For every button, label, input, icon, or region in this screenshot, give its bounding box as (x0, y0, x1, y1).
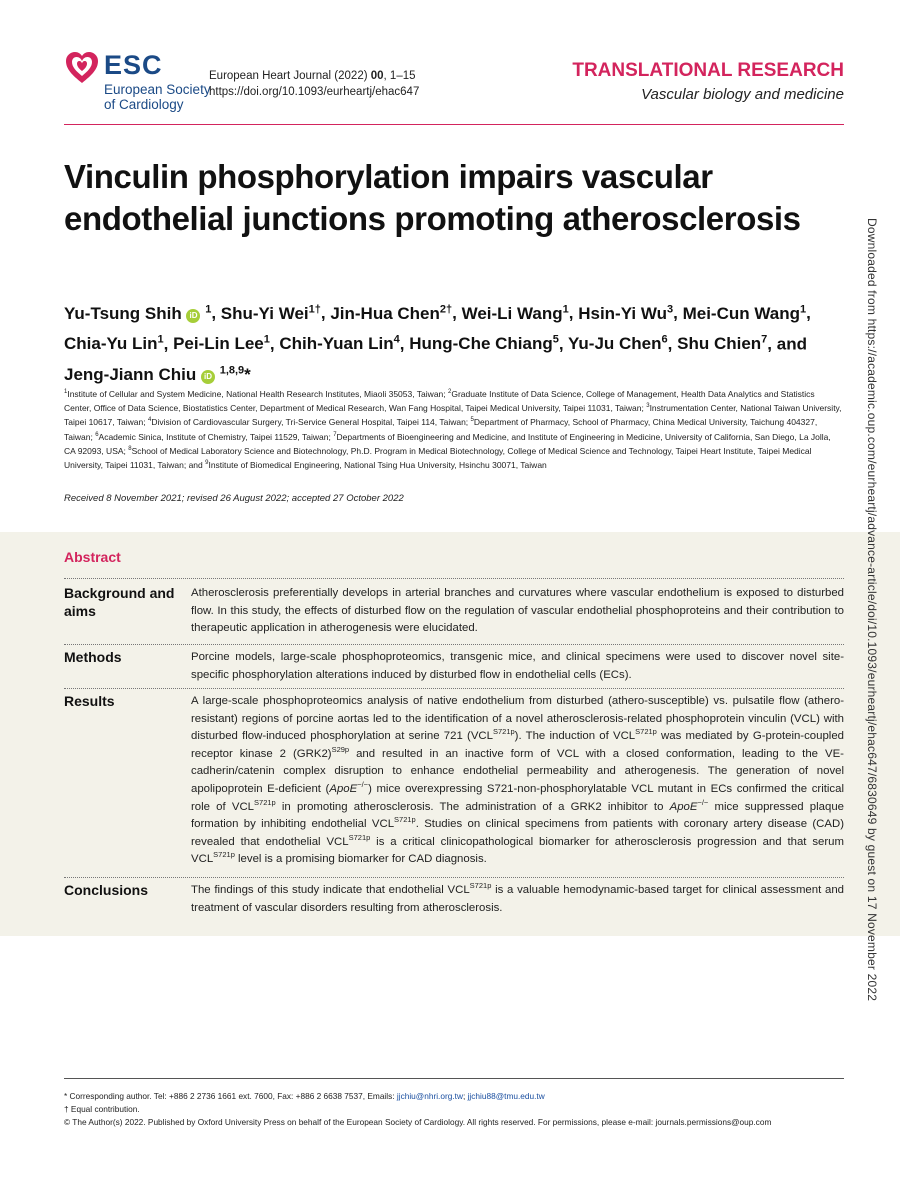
superscript: −/− (697, 797, 709, 807)
journal-volume: 00 (370, 70, 384, 82)
logo-esc-text: ESC (104, 50, 163, 80)
author-name: Wei-Li Wang (461, 303, 563, 323)
affiliation-text: Department of Pharmacy, School of Pharmacy, China Medical University, Taichung 404327, Taiwan; (64, 417, 818, 442)
superscript: S721p (213, 850, 235, 860)
author-affiliation-marker: 4 (393, 333, 400, 346)
author (578, 304, 673, 323)
text-run: The findings of this study indicate that endothelial VCL (191, 884, 470, 896)
affiliation-text: Academic Sinica, Institute of Chemistry, Taipei 11529, Taiwan; (98, 431, 334, 442)
esc-logo[interactable] (64, 46, 214, 116)
section-heading: Conclusions (64, 882, 149, 898)
section-text (191, 693, 844, 869)
text-run: is a valuable hemodynamic-based target for clinical assessment and treatment of vascular disorders resulting from atherosclerosis. (191, 884, 844, 914)
author (683, 304, 807, 323)
download-sidebar (862, 218, 882, 1002)
author-affiliation-marker: 1 (263, 333, 270, 346)
text-run: ) mice overexpressing S721-non-phosphorylatable VCL mutant in ECs confirmed the critical role of VCL (191, 782, 844, 813)
text-run: ). The induction of VCL (514, 730, 636, 743)
section-label: TRANSLATIONAL RESEARCH (572, 60, 844, 81)
author-name: Yu-Ju Chen (568, 334, 662, 354)
author-name: Jeng-Jiann Chiu (64, 364, 197, 384)
text-run: Porcine models, large-scale phosphoproteomics, transgenic mice, and clinical specimens were used to discover novel site-specific phosphorylation alterations induced by disturbed flow in endothelial cells (ECs). (191, 651, 844, 681)
section-heading: Background and aims (64, 585, 175, 619)
superscript: S721p (469, 881, 492, 891)
author-name: Pei-Lin Lee (173, 334, 264, 354)
affiliation-text: Division of Cardiovascular Surgery, Tri-Service General Hospital, Taipei 114, Taiwan; (151, 417, 471, 428)
superscript: S721p (394, 815, 416, 825)
affiliation-text: Institute of Cellular and System Medicine, National Health Research Institutes, Miaoli 35053, Taiwan; (67, 388, 448, 399)
author-affiliation-marker: 1 (157, 333, 164, 346)
superscript: S29p (331, 744, 350, 754)
text-run: in promoting atherosclerosis. The administration of a GRK2 inhibitor to (275, 800, 670, 813)
superscript: S721p (254, 797, 276, 807)
author-affiliation-marker: 5 (552, 333, 559, 346)
author (568, 334, 668, 353)
author (64, 365, 251, 384)
superscript: S721p (348, 832, 371, 842)
text-run: is a critical clinicopathological biomarker for atherosclerosis progression and that serum VCL (191, 835, 844, 866)
author-name: Yu-Tsung Shih (64, 303, 182, 323)
section-text (191, 585, 844, 638)
received-dates: Received 8 November 2021; revised 26 August 2022; accepted 27 October 2022 (64, 493, 404, 504)
text-run: Atherosclerosis preferentially develops in arterial branches and curvatures where vascular endothelium is exposed to disturbed flow. In this study, the effects of disturbed flow on the regulation of vascular endothelial phosphoproteins and their contribution to therapeutic application in atherogenesis were elucidated. (191, 587, 844, 635)
author-affiliation-marker: 3 (667, 303, 674, 315)
author-affiliation-marker: 1† (308, 303, 321, 315)
author-affiliation-marker: 2† (439, 303, 453, 315)
affiliation-marker: 1 (64, 389, 68, 395)
section-heading: Methods (64, 649, 122, 665)
author-name: Chia-Yu Lin (64, 334, 158, 354)
affiliation-marker: 3 (646, 403, 650, 410)
text-run: mice suppressed plaque formation by inhibiting endothelial VCL (191, 800, 845, 831)
superscript: −/− (357, 780, 369, 790)
divider (64, 877, 844, 878)
affiliation-marker: 2 (448, 389, 452, 395)
section-text (191, 649, 844, 684)
section-heading: Results (64, 693, 115, 709)
affiliation-text: Instrumentation Center, National Taiwan University, Taipei 10617, Taiwan; (64, 403, 842, 428)
author-name: Hsin-Yi Wu (578, 303, 667, 323)
footnotes (64, 1090, 854, 1129)
divider (64, 578, 844, 579)
heart-icon (64, 50, 100, 86)
author-name: Shu-Yi Wei (220, 303, 309, 323)
superscript: S721p (492, 727, 515, 737)
email-separator: ; (462, 1091, 468, 1101)
email-link-1[interactable]: jjchiu@nhri.org.tw (396, 1091, 463, 1101)
superscript: S721p (635, 727, 657, 737)
affiliation-text: Departments of Bioengineering and Medicine, and Institute of Engineering in Medicine, University of California, San Diego, La Jolla, CA 92093, USA; (64, 431, 831, 456)
author (330, 304, 452, 323)
author-affiliation-marker: 1 (799, 303, 807, 315)
download-notice: Downloaded from https://academic.oup.com/eurheartj/advance-article/doi/10.1093/eurheartj/ehac647/6830649 by guest on 17 November 2022 (865, 218, 879, 1002)
author-name: Jin-Hua Chen (330, 303, 440, 323)
article-title: Vinculin phosphorylation impairs vascular endothelial junctions promoting atherosclerosis (64, 158, 801, 237)
corresponding-text: * Corresponding author. Tel: +886 2 2736 1661 ext. 7600, Fax: +886 2 6638 7537, Emails: (64, 1091, 397, 1101)
author (677, 334, 767, 353)
journal-name: European Heart Journal (2022) (209, 70, 371, 82)
author-name: Shu Chien (677, 334, 762, 354)
equal-contribution-note: † Equal contribution. (64, 1104, 140, 1114)
logo-society-line1: European Society (104, 82, 211, 97)
author (409, 334, 559, 353)
author-affiliation-marker: 6 (661, 333, 668, 346)
copyright-note: © The Author(s) 2022. Published by Oxford University Press on behalf of the European Society of Cardiology. All rights reserved. For permissions, please e-mail: journals.permissions@oup.com (64, 1117, 772, 1127)
affiliations (64, 386, 844, 471)
author-name: Chih-Yuan Lin (279, 334, 394, 354)
affiliation-marker: 4 (147, 417, 152, 424)
author (64, 304, 211, 323)
affiliation-text: Graduate Institute of Data Science, College of Management, Health Data Analytics and Statistics Center, Office of Data Science, Biostatistics Center, Department of Medical Research, Wan Fang Hospital, Taipei Medical University, Taipei 11031, Taiwan; (64, 388, 815, 414)
logo-society-line2: of Cardiology (104, 97, 184, 112)
divider (64, 688, 844, 689)
corresponding-author-note (64, 1090, 854, 1103)
doi-link[interactable]: https://doi.org/10.1093/eurheartj/ehac647 (209, 86, 420, 98)
author-affiliation-marker: 1,8,9 (219, 364, 245, 377)
author-affiliation-marker: 1 (205, 303, 212, 315)
author-affiliation-marker: 7 (761, 333, 768, 346)
text-run: and resulted in an inactive form of VCL with a closed conformation, leading to the VE-cadherin/catenin complex disruption to enhance endothelial permeability and atherogenesis. The generation of novel apolipoprotein E-deficient ( (191, 747, 844, 795)
author (173, 334, 270, 353)
page-header (64, 46, 844, 126)
affiliation-marker: 9 (205, 460, 209, 467)
author-list: Yu-Tsung Shih iD $^1$, Shu-Yi Wei$^{1\dagger}$, Jin-Hua Chen$^{2\dagger}$, Wei-Li Wang$^1$, Hsin-Yi Wu$^3$, Mei-Cun Wang$^1$, Chia-Yu Lin$^1$, Pei-Lin Lee$^1$, Chih-Yuan Lin$^4$, Hung-Che Chiang$^5$, Yu-Ju Chen$^6$, Shu Chien$^7$, and Jeng-Jiann Chiu iD $^{1,8,9}$* (64, 303, 811, 384)
journal-info (209, 68, 419, 100)
italic-term: ApoE (669, 800, 698, 813)
orcid-icon[interactable]: iD (186, 309, 200, 323)
affiliation-text: Institute of Biomedical Engineering, National Tsing Hua University, Hsinchu 30071, Taiwan (208, 460, 547, 470)
subsection-label: Vascular biology and medicine (641, 86, 844, 103)
email-link-2[interactable]: jjchiu88@tmu.edu.tw (467, 1091, 545, 1101)
author-name: Hung-Che Chiang (409, 334, 553, 354)
journal-citation (209, 70, 416, 82)
corresponding-marker: * (244, 364, 251, 384)
orcid-icon[interactable]: iD (201, 370, 215, 384)
author (462, 304, 569, 323)
italic-term: ApoE (329, 782, 358, 795)
text-run: was mediated by G-protein-coupled receptor kinase 2 (GRK2) (191, 730, 845, 760)
footnote-divider (64, 1078, 844, 1079)
author (64, 334, 164, 353)
author-name: Mei-Cun Wang (682, 303, 800, 323)
affiliation-marker: 7 (333, 431, 337, 438)
logo-society-text (104, 82, 211, 112)
affiliation-text: School of Medical Laboratory Science and Biotechnology, Ph.D. Program in Medical Biotechnology, College of Medical Science and Technology, Taipei Heart Institute, Taipei Medical University, Taipei 11031, Taiwan; and (64, 445, 812, 470)
affiliation-marker: 6 (95, 431, 99, 438)
text-run: . Studies on clinical specimens from patients with coronary artery disease (CAD) revealed that endothelial VCL (191, 818, 844, 848)
author-affiliation-marker: 1 (562, 303, 569, 315)
author (279, 334, 399, 353)
affiliation-marker: 8 (128, 445, 132, 452)
affiliation-marker: 5 (470, 417, 474, 424)
author (221, 304, 321, 323)
divider (64, 644, 844, 645)
text-run: level is a promising biomarker for CAD diagnosis. (234, 853, 487, 866)
text-run: A large-scale phosphoproteomics analysis of native endothelium from disturbed (athero-susceptible) vs. pulsatile flow (athero-resistant) regions of porcine aortas led to the identification of a novel atherosclerosis-related phosphoprotein vinculin (VCL) with disturbed flow-induced phosphorylation at serine 721 (VCL (191, 695, 844, 743)
header-divider (64, 124, 844, 125)
section-text (191, 882, 844, 917)
abstract-title: Abstract (64, 549, 121, 565)
journal-pages: , 1–15 (383, 70, 416, 82)
